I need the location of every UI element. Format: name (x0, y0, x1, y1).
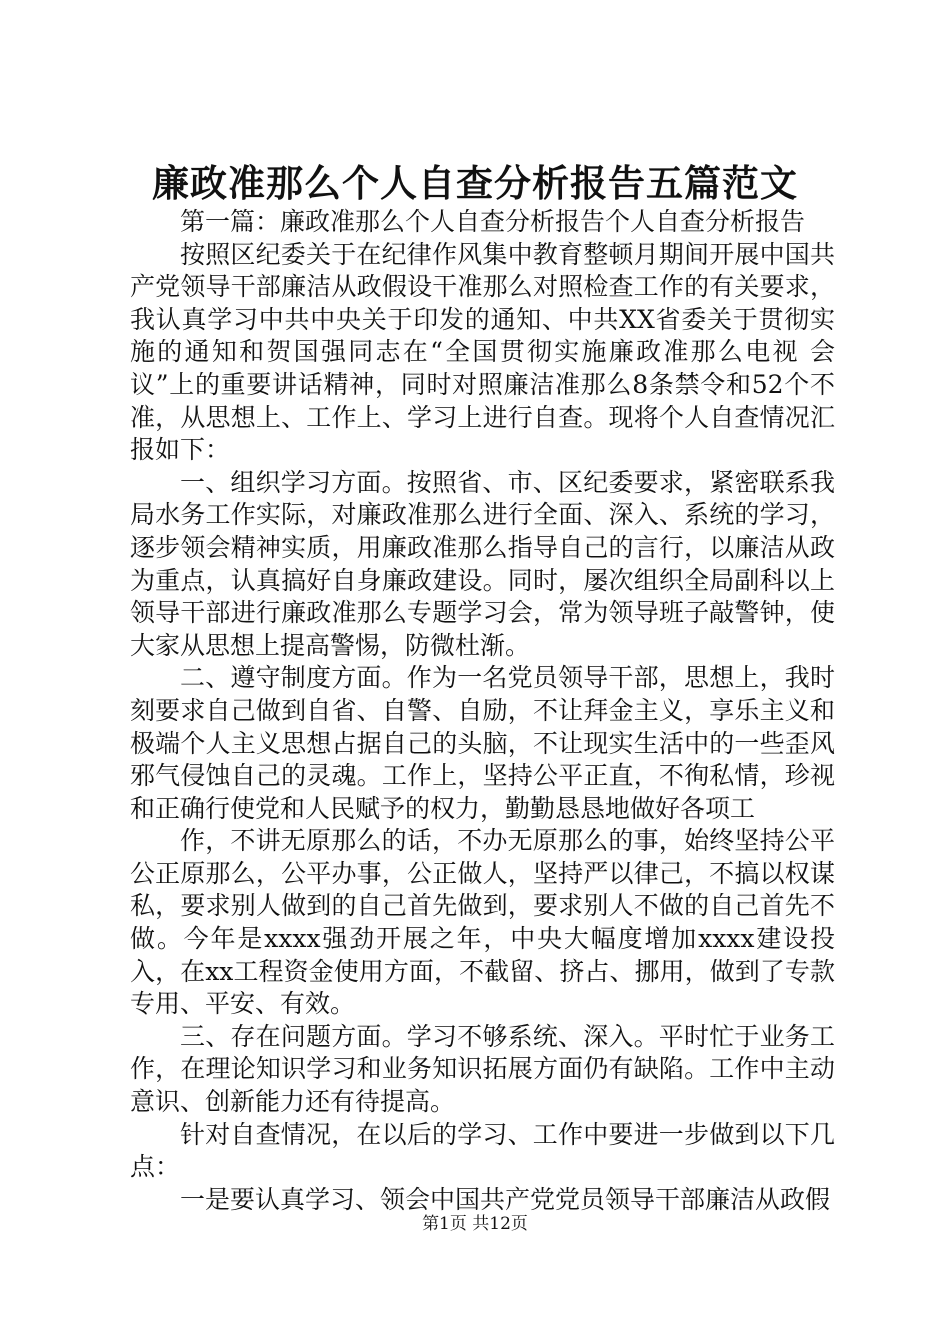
section-heading: 第一篇：廉政准那么个人自查分析报告个人自查分析报告 (180, 207, 806, 236)
body-paragraph: 三、存在问题方面。学习不够系统、深入。平时忙于业务工作，在理论知识学习和业务知识拓展方面仍有缺陷。工作中主动意识、创新能力还有待提高。 (130, 1021, 835, 1117)
document-title: 廉政准那么个人自查分析报告五篇范文 (152, 161, 798, 205)
body-paragraph: 作，不讲无原那么的话，不办无原那么的事，始终坚持公平公正原那么，公平办事，公正做人，坚持严以律己，不搞以权谋私，要求别人做到的自己首先做到，要求别人不做的自己首先不做。今年是xxxx强劲开展之年，中央大幅度增加xxxx建设投入，在xx工程资金使用方面，不截留、挤占、挪用，做到了专款专用、平安、有效。 (130, 826, 835, 1019)
body-paragraph: 按照区纪委关于在纪律作风集中教育整顿月期间开展中国共产党领导干部廉洁从政假设干准那么对照检查工作的有关要求，我认真学习中共中央关于印发的通知、中共XX省委关于贯彻实施的通知和贺国强同志在“全国贯彻实施廉政准那么电视 会议”上的重要讲话精神，同时对照廉洁准那么8条禁令和52个不准，从思想上、工作上、学习上进行自查。现将个人自查情况汇报如下： (130, 239, 835, 465)
body-paragraph: 二、遵守制度方面。作为一名党员领导干部，思想上，我时刻要求自己做到自省、自警、自励，不让拜金主义，享乐主义和极端个人主义思想占据自己的头脑，不让现实生活中的一些歪风邪气侵蚀自己的灵魂。工作上，坚持公平正直，不徇私情，珍视和正确行使党和人民赋予的权力，勤勤恳恳地做好各项工 (130, 663, 835, 823)
document-body (130, 206, 835, 1216)
page-number-footer: 第1页 共12页 (422, 1214, 528, 1234)
body-paragraph: 一、组织学习方面。按照省、市、区纪委要求，紧密联系我局水务工作实际，对廉政准那么进行全面、深入、系统的学习，逐步领会精神实质，用廉政准那么指导自己的言行，以廉洁从政为重点，认真搞好自身廉政建设。同时，屡次组织全局副科以上领导干部进行廉政准那么专题学习会，常为领导班子敲警钟，使大家从思想上提高警惕，防微杜渐。 (130, 467, 835, 660)
body-paragraph: 一是要认真学习、领会中国共产党党员领导干部廉洁从政假 (180, 1184, 831, 1214)
body-paragraph: 针对自查情况，在以后的学习、工作中要进一步做到以下几点： (130, 1119, 835, 1182)
